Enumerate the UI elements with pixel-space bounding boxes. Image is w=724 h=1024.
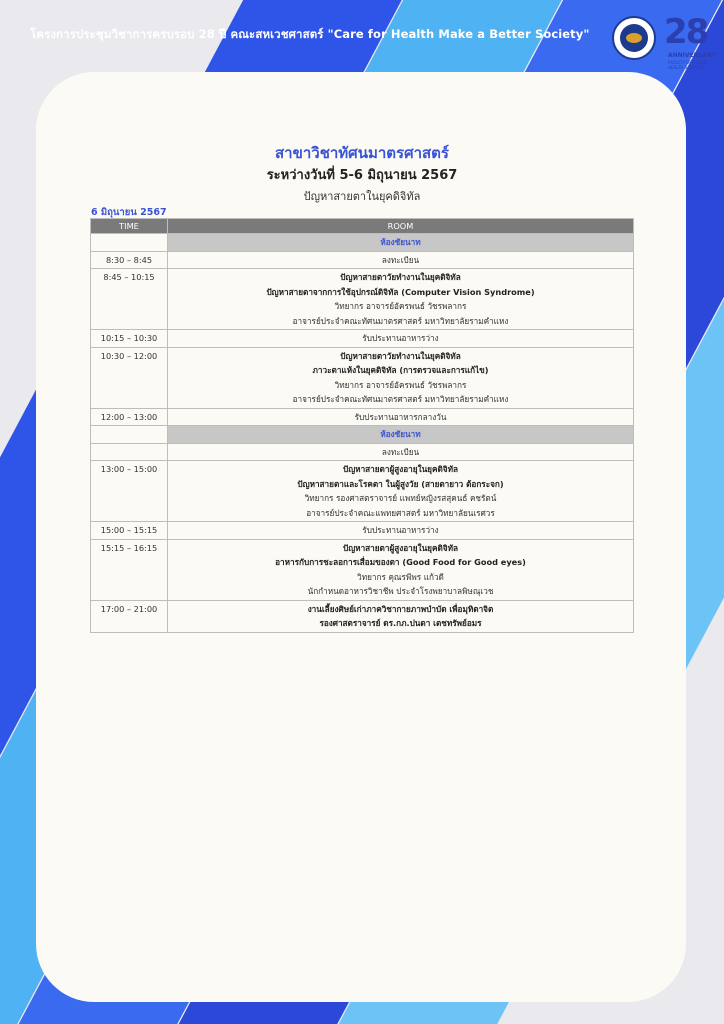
table-row — [91, 251, 634, 269]
room-name: ห้องชัยนาท — [168, 426, 634, 444]
session-affiliation: อาจารย์ประจำคณะแพทยศาสตร์ มหาวิทยาลัยนเรศวร — [306, 507, 495, 518]
time-cell: 15:00 – 15:15 — [91, 522, 168, 540]
anniversary-sub: FACULTY OF ALLIED HEALTH SCIENCES — [668, 60, 707, 70]
session-topic: ปัญหาสายตาและโรคตา ในผู้สูงวัย (สายตายาว ต้อกระจก) — [297, 478, 504, 489]
table-row — [91, 461, 634, 522]
session-cell — [168, 330, 634, 348]
schedule-date: 6 มิถุนายน 2567 — [91, 207, 167, 218]
session-title: งานเลี้ยงศิษย์เก่าภาควิชากายภาพบำบัด เพื่อมุทิตาจิต — [307, 603, 494, 614]
session-cell — [168, 522, 634, 540]
session-topic: อาหารกับการชะลอการเสื่อมของตา (Good Food for Good eyes) — [275, 557, 526, 567]
session-title: ปัญหาสายตาผู้สูงอายุในยุคดิจิทัล — [343, 464, 458, 474]
session-cell — [168, 251, 634, 269]
time-cell: 10:30 – 12:00 — [91, 347, 168, 408]
session-affiliation: อาจารย์ประจำคณะทัศนมาตรศาสตร์ มหาวิทยาลัยรามคำแหง — [292, 394, 509, 404]
anniversary-number: 28 — [664, 12, 708, 52]
time-cell: 10:15 – 10:30 — [91, 330, 168, 348]
table-row — [91, 600, 634, 632]
session-line: รับประทานอาหารว่าง — [362, 525, 439, 535]
table-row — [91, 539, 634, 600]
table-row — [91, 347, 634, 408]
session-cell — [168, 461, 634, 522]
header-title: โครงการประชุมวิชาการครบรอบ 28 ปี คณะสหเวชศาสตร์ "Care for Health Make a Better Society" — [30, 27, 590, 41]
session-cell — [168, 408, 634, 426]
table-row — [91, 408, 634, 426]
session-cell — [168, 269, 634, 330]
session-title: ปัญหาสายตาวัยทำงานในยุคดิจิทัล — [340, 272, 461, 282]
session-line: ลงทะเบียน — [381, 254, 420, 265]
session-line: รับประทานอาหารกลางวัน — [354, 411, 447, 422]
room-header-row — [91, 426, 634, 444]
time-cell: 8:45 – 10:15 — [91, 269, 168, 330]
page-subtitle: ระหว่างวันที่ 5-6 มิถุนายน 2567 — [266, 168, 458, 183]
session-speaker: วิทยากร คุณรพีพร แก้วดี — [357, 571, 444, 582]
header-bar — [0, 0, 724, 74]
session-affiliation: นักกำหนดอาหารวิชาชีพ ประจำโรงพยาบาลพิษณุเวช — [307, 586, 494, 596]
table-row — [91, 269, 634, 330]
session-cell — [168, 600, 634, 632]
session-cell — [168, 539, 634, 600]
time-cell: 8:30 – 8:45 — [91, 251, 168, 269]
schedule-table — [90, 218, 634, 633]
time-cell: 12:00 – 13:00 — [91, 408, 168, 426]
column-header-room: ROOM — [168, 219, 634, 234]
room-name: ห้องชัยนาท — [168, 234, 634, 252]
session-speaker: วิทยากร อาจารย์อัครพนธ์ วัชรพลากร — [334, 379, 467, 390]
column-header-time: TIME — [91, 219, 168, 234]
faculty-seal-logo — [612, 16, 656, 60]
session-cell — [168, 347, 634, 408]
page-topic: ปัญหาสายตาในยุคดิจิทัล — [303, 190, 421, 203]
time-cell: 17:00 – 21:00 — [91, 600, 168, 632]
session-title: ปัญหาสายตาผู้สูงอายุในยุคดิจิทัล — [343, 542, 458, 553]
time-cell: 13:00 – 15:00 — [91, 461, 168, 522]
anniversary-label: ANNIVERSARY — [668, 52, 716, 59]
anniversary-logo — [662, 10, 718, 70]
time-cell: 15:15 – 16:15 — [91, 539, 168, 600]
room-header-row — [91, 234, 634, 252]
time-cell — [91, 443, 168, 461]
session-affiliation: อาจารย์ประจำคณะทัศนมาตรศาสตร์ มหาวิทยาลัยรามคำแหง — [292, 315, 509, 326]
table-row — [91, 522, 634, 540]
session-speaker: วิทยากร รองศาสตราจารย์ แพทย์หญิงรสสุคนธ์ คชรัตน์ — [304, 493, 497, 503]
table-row — [91, 330, 634, 348]
session-cell — [168, 443, 634, 461]
table-row — [91, 443, 634, 461]
session-speaker: วิทยากร อาจารย์อัครพนธ์ วัชรพลากร — [334, 301, 467, 311]
page-title: สาขาวิชาทัศนมาตรศาสตร์ — [275, 144, 449, 162]
session-title: ปัญหาสายตาวัยทำงานในยุคดิจิทัล — [340, 350, 461, 361]
session-line: รับประทานอาหารว่าง — [362, 333, 439, 343]
session-topic: ปัญหาสายตาจากการใช้อุปกรณ์ดิจิทัล (Computer Vision Syndrome) — [266, 286, 535, 297]
table-header-row — [91, 219, 634, 234]
session-line: ลงทะเบียน — [381, 446, 420, 457]
session-host: รองศาสตราจารย์ ดร.กภ.ปนดา เตชทรัพย์อมร — [319, 618, 482, 628]
session-topic: ภาวะตาแห้งในยุคดิจิทัล (การตรวจและการแก้ไข) — [312, 365, 489, 375]
